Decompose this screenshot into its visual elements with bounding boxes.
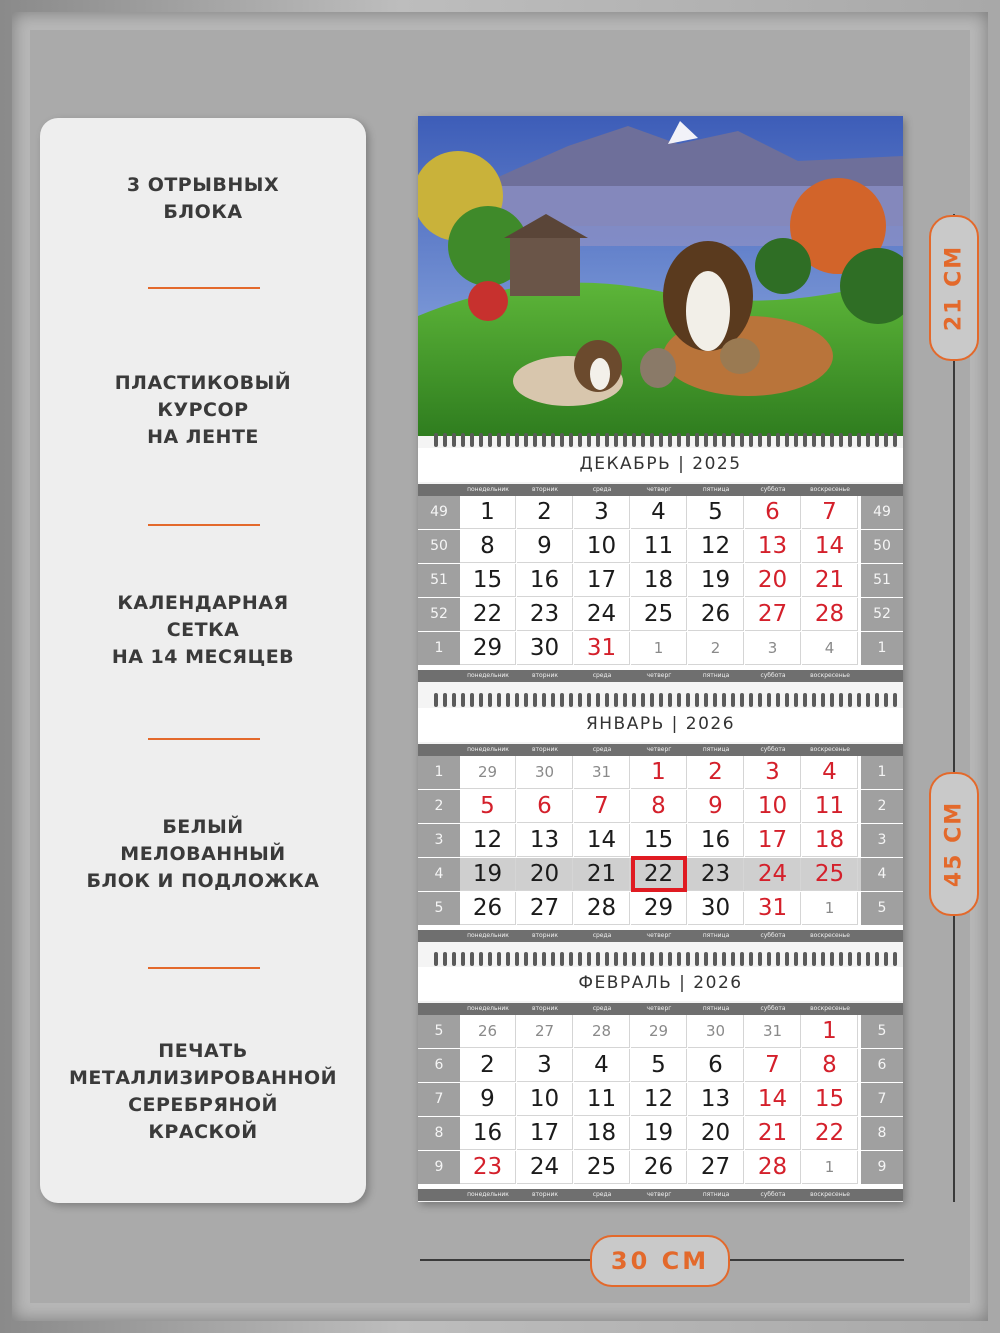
week-number: 9 — [861, 1151, 903, 1184]
day-cell: 7 — [802, 496, 858, 529]
weekday-label: понедельник — [467, 746, 509, 753]
separator — [148, 738, 260, 740]
day-grid — [418, 756, 903, 930]
spiral-binding — [418, 692, 903, 708]
day-cell: 4 — [631, 496, 687, 529]
day-cell: 13 — [517, 824, 573, 857]
day-cell: 29 — [460, 756, 516, 789]
day-cell: 31 — [745, 892, 801, 925]
day-cell: 11 — [574, 1083, 630, 1116]
day-cell: 1 — [802, 1151, 858, 1184]
day-cell: 16 — [517, 564, 573, 597]
week-number: 7 — [418, 1083, 460, 1116]
week-number: 5 — [861, 892, 903, 925]
weekday-label: воскресенье — [810, 746, 850, 753]
day-cell: 22 — [802, 1117, 858, 1150]
day-cell: 14 — [574, 824, 630, 857]
height-45cm-label — [929, 772, 979, 916]
weekday-label: вторник — [532, 1005, 558, 1012]
day-cell: 13 — [745, 530, 801, 563]
day-cell: 8 — [631, 790, 687, 823]
weekday-label: воскресенье — [810, 672, 850, 679]
day-cell: 6 — [517, 790, 573, 823]
weekday-label: пятница — [702, 1005, 730, 1012]
weekday-label: понедельник — [467, 1191, 509, 1198]
weekday-label: понедельник — [467, 932, 509, 939]
week-number: 50 — [418, 530, 460, 563]
day-cell: 21 — [802, 564, 858, 597]
week-number: 49 — [861, 496, 903, 529]
day-cell: 2 — [460, 1049, 516, 1082]
feature-line: КУРСОР — [157, 399, 249, 421]
date-cursor-frame[interactable] — [631, 856, 687, 892]
day-cell: 21 — [745, 1117, 801, 1150]
weekday-label: среда — [592, 932, 612, 939]
day-cell: 27 — [517, 892, 573, 925]
day-cell: 19 — [631, 1117, 687, 1150]
day-cell: 17 — [574, 564, 630, 597]
day-cell: 18 — [802, 824, 858, 857]
feature-line: МЕЛОВАННЫЙ — [120, 843, 286, 865]
day-cell: 13 — [688, 1083, 744, 1116]
month-title: ФЕВРАЛЬ | 2026 — [578, 973, 743, 993]
day-cell: 17 — [745, 824, 801, 857]
month-block — [418, 440, 903, 698]
dimension-line — [726, 1259, 904, 1261]
week-number: 1 — [861, 756, 903, 789]
day-cell: 23 — [460, 1151, 516, 1184]
day-cell: 30 — [517, 632, 573, 665]
day-cell: 11 — [802, 790, 858, 823]
separator — [148, 524, 260, 526]
day-cell: 9 — [688, 790, 744, 823]
feature-line: НА 14 МЕСЯЦЕВ — [111, 646, 295, 668]
width-30cm-label — [590, 1235, 730, 1287]
separator — [148, 967, 260, 969]
weekday-label: среда — [592, 1005, 612, 1012]
day-cell: 26 — [688, 598, 744, 631]
weekday-label: пятница — [702, 746, 730, 753]
day-cell: 15 — [460, 564, 516, 597]
weekday-label: среда — [592, 672, 612, 679]
week-number: 5 — [861, 1015, 903, 1048]
day-cell: 23 — [688, 858, 744, 891]
day-cell: 31 — [745, 1015, 801, 1048]
day-cell: 6 — [688, 1049, 744, 1082]
weekday-label: четверг — [646, 932, 672, 939]
feature-line: КРАСКОЙ — [148, 1121, 258, 1143]
day-cell: 4 — [802, 632, 858, 665]
weekday-label: четверг — [646, 1191, 672, 1198]
weekday-label: суббота — [760, 932, 786, 939]
feature-tear-off-blocks — [40, 172, 366, 226]
feature-line: НА ЛЕНТЕ — [147, 426, 259, 448]
weekday-label: четверг — [646, 746, 672, 753]
dimension-text: 45 СМ — [941, 800, 967, 888]
weekday-label: суббота — [760, 1191, 786, 1198]
feature-line: БЛОК И ПОДЛОЖКА — [86, 870, 320, 892]
week-number: 4 — [861, 858, 903, 891]
day-cell: 25 — [631, 598, 687, 631]
day-cell: 27 — [745, 598, 801, 631]
spiral-binding — [418, 951, 903, 967]
weekday-label: понедельник — [467, 672, 509, 679]
weekday-label: суббота — [760, 672, 786, 679]
day-cell: 30 — [517, 756, 573, 789]
month-block — [418, 959, 903, 1217]
day-cell: 4 — [574, 1049, 630, 1082]
dimension-text: 30 СМ — [610, 1247, 710, 1275]
week-number: 50 — [861, 530, 903, 563]
day-cell: 31 — [574, 632, 630, 665]
spiral-binding — [418, 432, 903, 448]
day-cell: 11 — [631, 530, 687, 563]
day-cell: 5 — [688, 496, 744, 529]
week-number: 3 — [861, 824, 903, 857]
day-cell: 19 — [460, 858, 516, 891]
day-cell: 26 — [631, 1151, 687, 1184]
feature-silver-print — [40, 1038, 366, 1146]
separator — [148, 287, 260, 289]
day-cell: 26 — [460, 892, 516, 925]
month-title: ДЕКАБРЬ | 2025 — [579, 454, 742, 474]
wall-calendar — [418, 116, 903, 1202]
day-cell: 4 — [802, 756, 858, 789]
weekday-label: среда — [592, 746, 612, 753]
weekday-label: четверг — [646, 486, 672, 493]
day-cell: 30 — [688, 892, 744, 925]
day-cell: 1 — [802, 1015, 858, 1048]
features-panel — [40, 118, 366, 1203]
weekday-header — [418, 484, 903, 496]
day-cell: 29 — [460, 632, 516, 665]
day-cell: 23 — [517, 598, 573, 631]
day-cell: 2 — [688, 632, 744, 665]
day-cell: 20 — [517, 858, 573, 891]
feature-line: ПЕЧАТЬ — [158, 1040, 248, 1062]
day-cell: 22 — [460, 598, 516, 631]
weekday-header — [418, 744, 903, 756]
month-block — [418, 700, 903, 958]
weekday-header — [418, 1003, 903, 1015]
day-cell: 7 — [745, 1049, 801, 1082]
day-cell: 14 — [802, 530, 858, 563]
week-number: 8 — [861, 1117, 903, 1150]
day-cell: 3 — [517, 1049, 573, 1082]
week-number: 2 — [418, 790, 460, 823]
height-21cm-label — [929, 215, 979, 361]
day-cell: 25 — [574, 1151, 630, 1184]
week-number: 51 — [861, 564, 903, 597]
day-cell: 3 — [574, 496, 630, 529]
weekday-label: вторник — [532, 746, 558, 753]
day-cell: 3 — [745, 632, 801, 665]
week-number: 51 — [418, 564, 460, 597]
day-cell: 10 — [745, 790, 801, 823]
day-cell: 28 — [574, 892, 630, 925]
day-cell: 31 — [574, 756, 630, 789]
feature-line: 3 ОТРЫВНЫХ — [126, 174, 280, 196]
day-cell: 21 — [574, 858, 630, 891]
weekday-label: понедельник — [467, 486, 509, 493]
day-cell: 28 — [745, 1151, 801, 1184]
week-number: 6 — [861, 1049, 903, 1082]
week-number: 7 — [861, 1083, 903, 1116]
day-cell: 6 — [745, 496, 801, 529]
weekday-header — [418, 1189, 903, 1201]
weekday-label: вторник — [532, 672, 558, 679]
feature-line: СЕРЕБРЯНОЙ — [128, 1094, 278, 1116]
feature-line: КАЛЕНДАРНАЯ — [117, 592, 289, 614]
day-cell: 26 — [460, 1015, 516, 1048]
month-title: ЯНВАРЬ | 2026 — [585, 714, 736, 734]
day-cell: 7 — [574, 790, 630, 823]
day-cell: 1 — [802, 892, 858, 925]
feature-line: СЕТКА — [166, 619, 240, 641]
day-cell: 9 — [517, 530, 573, 563]
dimension-line — [953, 912, 955, 1202]
day-cell: 1 — [460, 496, 516, 529]
day-cell: 16 — [688, 824, 744, 857]
week-number: 4 — [418, 858, 460, 891]
weekday-label: суббота — [760, 746, 786, 753]
weekday-label: вторник — [532, 486, 558, 493]
day-cell: 25 — [802, 858, 858, 891]
week-number: 9 — [418, 1151, 460, 1184]
feature-line: БЛОКА — [163, 201, 243, 223]
weekday-label: пятница — [702, 932, 730, 939]
day-cell: 5 — [631, 1049, 687, 1082]
weekday-label: суббота — [760, 1005, 786, 1012]
day-cell: 2 — [517, 496, 573, 529]
day-cell: 27 — [688, 1151, 744, 1184]
day-cell: 24 — [574, 598, 630, 631]
weekday-label: пятница — [702, 1191, 730, 1198]
week-number: 1 — [418, 756, 460, 789]
day-cell: 12 — [631, 1083, 687, 1116]
week-number: 6 — [418, 1049, 460, 1082]
weekday-label: четверг — [646, 1005, 672, 1012]
dimension-line — [953, 360, 955, 772]
weekday-label: понедельник — [467, 1005, 509, 1012]
feature-line: МЕТАЛЛИЗИРОВАННОЙ — [68, 1067, 338, 1089]
dimension-line — [420, 1259, 590, 1261]
day-cell: 8 — [460, 530, 516, 563]
dimension-text: 21 СМ — [941, 244, 967, 332]
day-grid — [418, 1015, 903, 1189]
day-cell: 2 — [688, 756, 744, 789]
weekday-label: воскресенье — [810, 1191, 850, 1198]
day-cell: 27 — [517, 1015, 573, 1048]
week-number: 2 — [861, 790, 903, 823]
weekday-label: четверг — [646, 672, 672, 679]
day-cell: 3 — [745, 756, 801, 789]
day-cell: 15 — [631, 824, 687, 857]
day-cell: 29 — [631, 1015, 687, 1048]
weekday-label: вторник — [532, 932, 558, 939]
weekday-label: воскресенье — [810, 932, 850, 939]
day-cell: 24 — [517, 1151, 573, 1184]
weekday-label: пятница — [702, 486, 730, 493]
week-number: 1 — [418, 632, 460, 665]
weekday-header — [418, 670, 903, 682]
week-number: 5 — [418, 1015, 460, 1048]
weekday-header — [418, 930, 903, 942]
day-cell: 28 — [574, 1015, 630, 1048]
week-number: 3 — [418, 824, 460, 857]
week-number: 1 — [861, 632, 903, 665]
week-number: 52 — [418, 598, 460, 631]
day-cell: 16 — [460, 1117, 516, 1150]
weekday-label: среда — [592, 486, 612, 493]
day-cell: 9 — [460, 1083, 516, 1116]
day-cell: 20 — [688, 1117, 744, 1150]
day-cell: 22 — [631, 858, 687, 891]
weekday-label: воскресенье — [810, 486, 850, 493]
day-cell: 29 — [631, 892, 687, 925]
week-number: 49 — [418, 496, 460, 529]
week-number: 8 — [418, 1117, 460, 1150]
feature-line: ПЛАСТИКОВЫЙ — [114, 372, 292, 394]
week-number: 5 — [418, 892, 460, 925]
feature-calendar-grid — [40, 590, 366, 671]
day-cell: 20 — [745, 564, 801, 597]
day-cell: 17 — [517, 1117, 573, 1150]
day-cell: 18 — [631, 564, 687, 597]
day-cell: 14 — [745, 1083, 801, 1116]
week-number: 52 — [861, 598, 903, 631]
day-cell: 5 — [460, 790, 516, 823]
day-cell: 12 — [460, 824, 516, 857]
day-cell: 8 — [802, 1049, 858, 1082]
feature-line: БЕЛЫЙ — [162, 816, 244, 838]
day-cell: 15 — [802, 1083, 858, 1116]
weekday-label: суббота — [760, 486, 786, 493]
day-cell: 10 — [517, 1083, 573, 1116]
day-cell: 12 — [688, 530, 744, 563]
day-cell: 30 — [688, 1015, 744, 1048]
weekday-label: пятница — [702, 672, 730, 679]
day-cell: 28 — [802, 598, 858, 631]
weekday-label: вторник — [532, 1191, 558, 1198]
day-cell: 19 — [688, 564, 744, 597]
header-illustration — [418, 116, 903, 436]
feature-plastic-cursor — [40, 370, 366, 451]
feature-coated-block — [40, 814, 366, 895]
day-cell: 24 — [745, 858, 801, 891]
weekday-label: среда — [592, 1191, 612, 1198]
day-cell: 1 — [631, 632, 687, 665]
day-cell: 18 — [574, 1117, 630, 1150]
weekday-label: воскресенье — [810, 1005, 850, 1012]
day-cell: 1 — [631, 756, 687, 789]
day-cell: 10 — [574, 530, 630, 563]
day-grid — [418, 496, 903, 670]
